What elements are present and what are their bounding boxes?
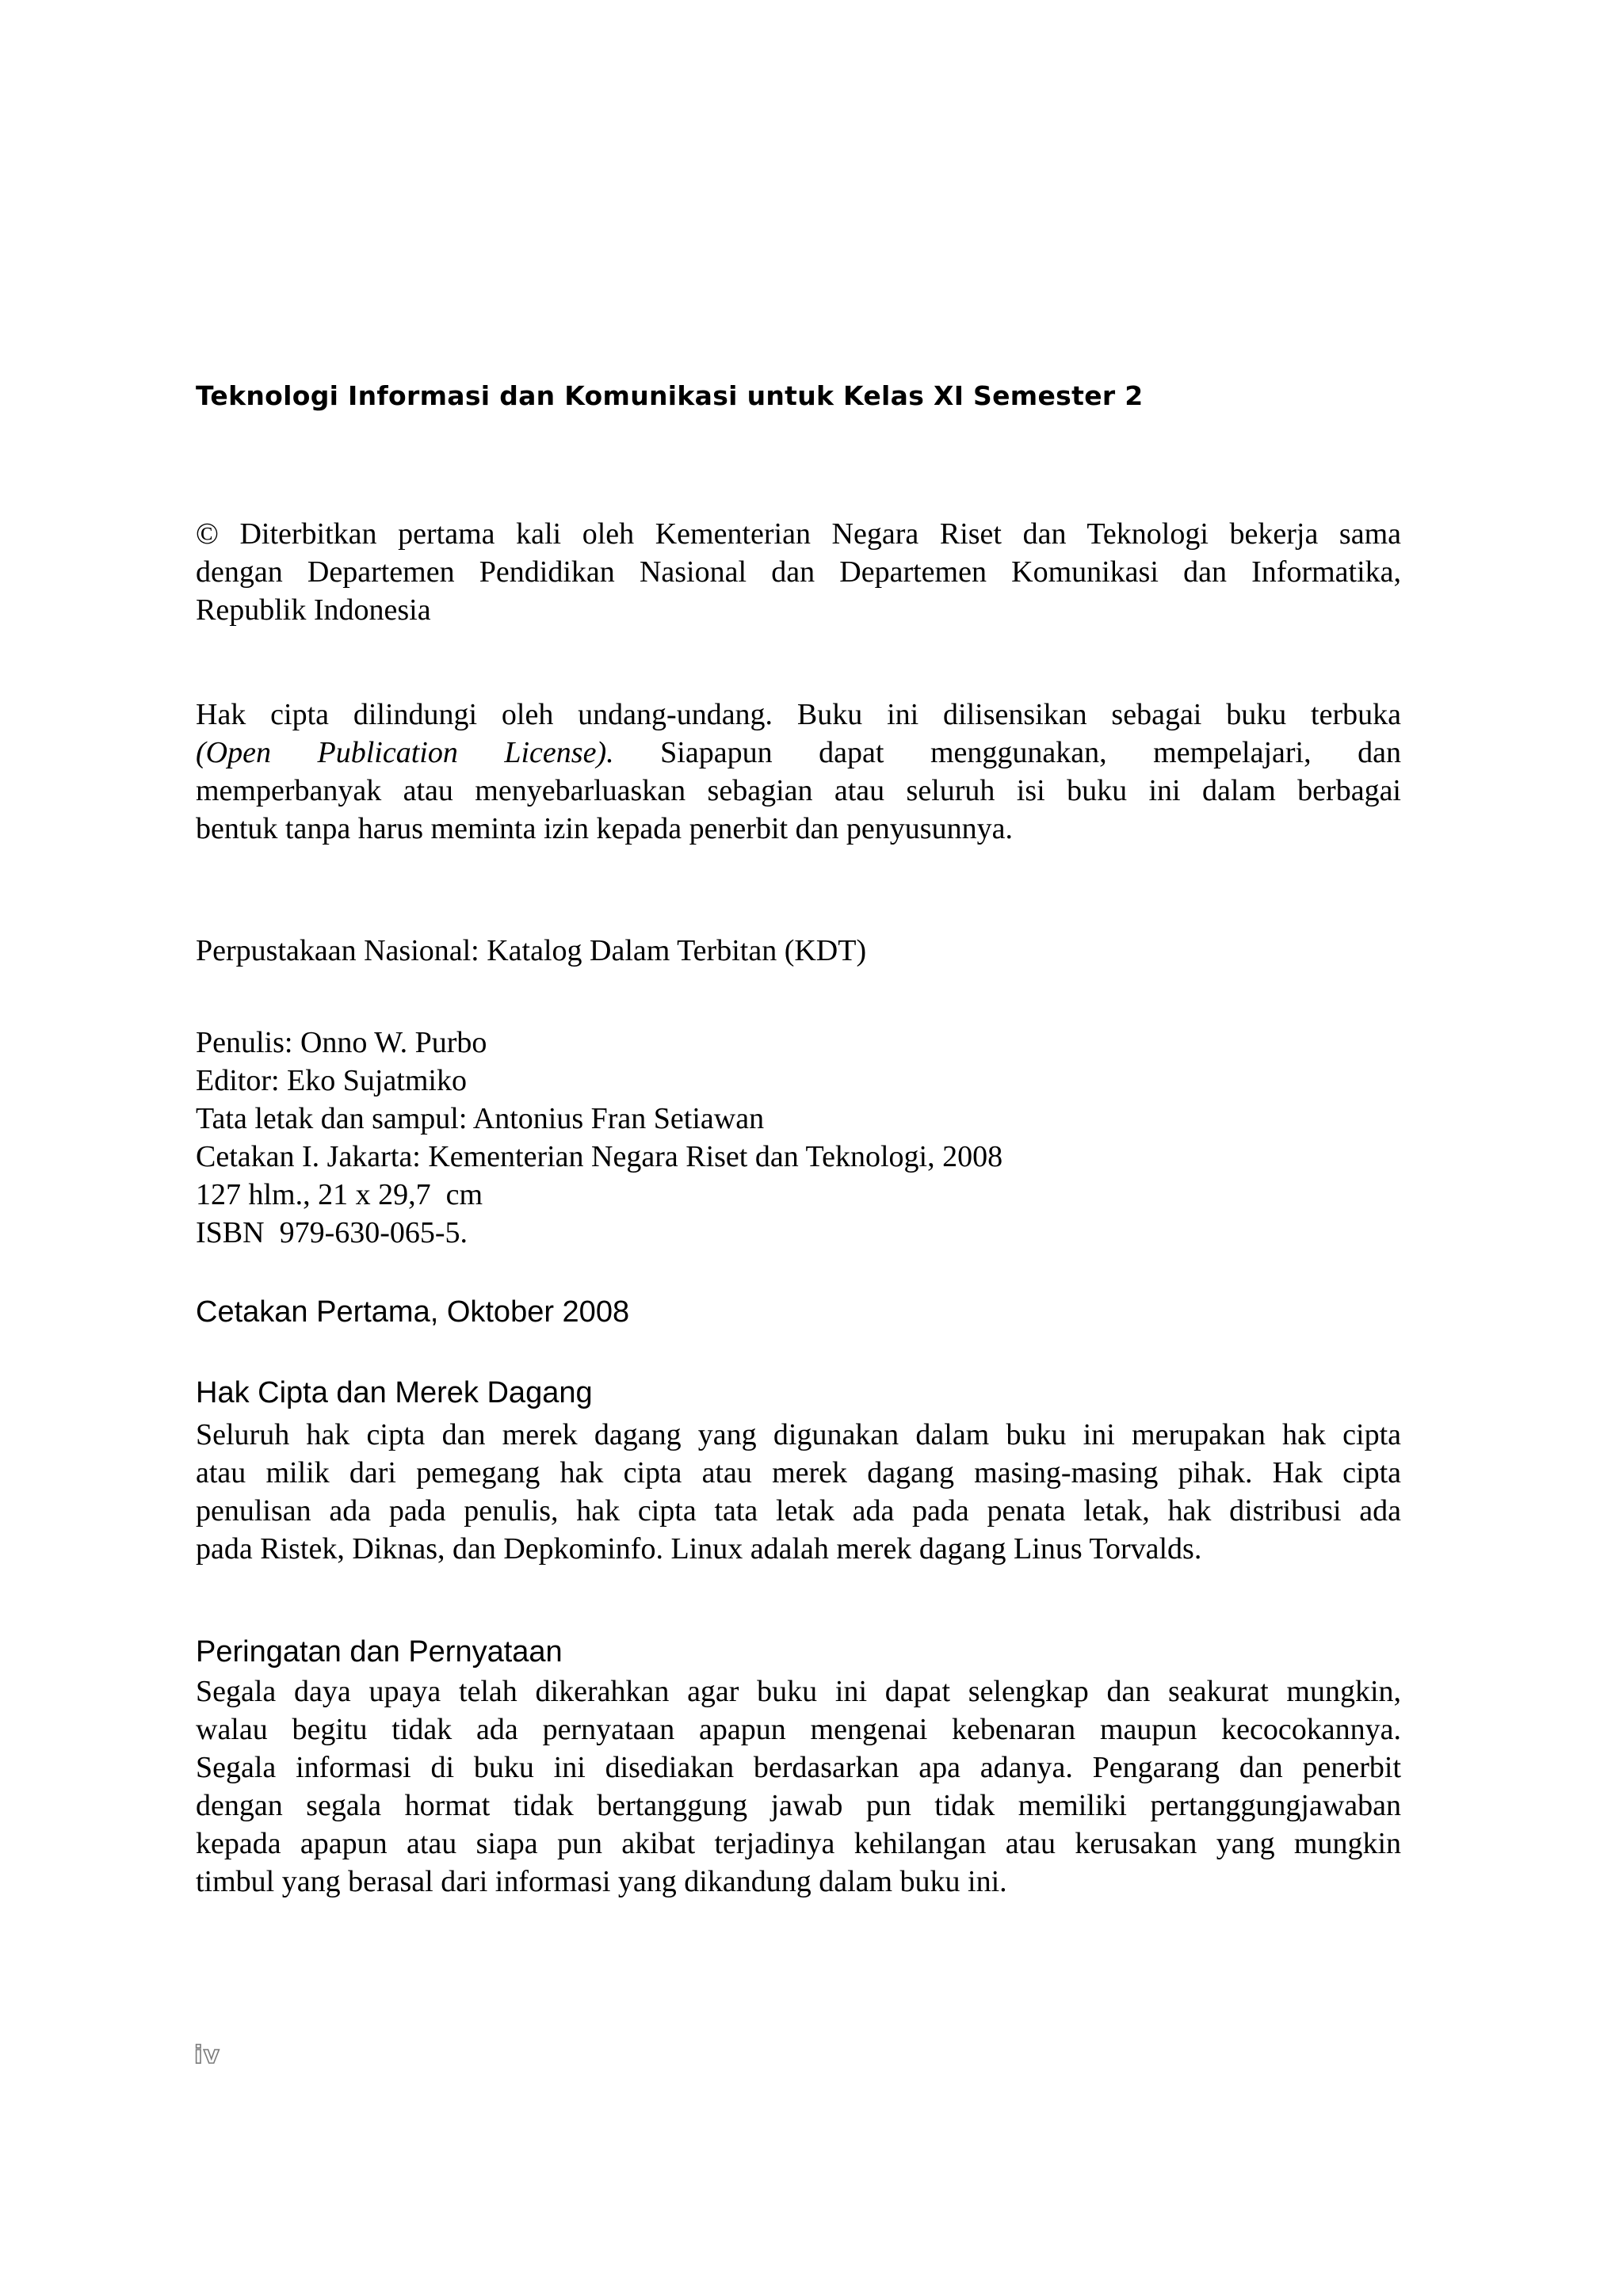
license-line-2-rest: Siapapun dapat menggunakan, mempelajari, dan bbox=[613, 736, 1401, 769]
catalog-entries bbox=[196, 1024, 1401, 1252]
disclaimer-line: timbul yang berasal dari informasi yang dikandung dalam buku ini. bbox=[196, 1865, 1007, 1898]
book-title: Teknologi Informasi dan Komunikasi untuk Kelas XI Semester 2 bbox=[196, 380, 1144, 411]
catalog-entry-layout: Tata letak dan sampul: Antonius Fran Setiawan bbox=[196, 1102, 765, 1135]
disclaimer-line: walau begitu tidak ada pernyataan apapun mengenai kebenaran maupun kecocokannya. bbox=[196, 1713, 1401, 1746]
disclaimer-line: Segala daya upaya telah dikerahkan agar buku ini dapat selengkap dan seakurat mungkin, bbox=[196, 1675, 1401, 1708]
disclaimer-paragraph bbox=[196, 1672, 1401, 1901]
trademark-line: penulisan ada pada penulis, hak cipta tata letak ada pada penata letak, hak distribusi ada bbox=[196, 1494, 1401, 1527]
copyright-line: Republik Indonesia bbox=[196, 593, 431, 627]
disclaimer-line: kepada apapun atau siapa pun akibat terjadinya kehilangan atau kerusakan yang mungkin bbox=[196, 1827, 1401, 1860]
trademark-paragraph bbox=[196, 1416, 1401, 1568]
edition-text: Cetakan Pertama, Oktober 2008 bbox=[196, 1295, 630, 1329]
catalog-entry-pages: 127 hlm., 21 x 29,7 cm bbox=[196, 1178, 483, 1211]
license-line-2 bbox=[196, 734, 1401, 772]
disclaimer-heading: Peringatan dan Pernyataan bbox=[196, 1635, 563, 1669]
license-paragraph bbox=[196, 696, 1401, 848]
license-line: Hak cipta dilindungi oleh undang-undang. Buku ini dilisensikan sebagai buku terbuka bbox=[196, 698, 1401, 731]
catalog-entry-author: Penulis: Onno W. Purbo bbox=[196, 1026, 487, 1059]
copyright-line: © Diterbitkan pertama kali oleh Kementerian Negara Riset dan Teknologi bekerja sama bbox=[196, 517, 1401, 551]
page-number: iv bbox=[194, 2041, 220, 2069]
license-name: (Open Publication License). bbox=[196, 736, 614, 769]
trademark-line: pada Ristek, Diknas, dan Depkominfo. Linux adalah merek dagang Linus Torvalds. bbox=[196, 1532, 1202, 1566]
disclaimer-line: Segala informasi di buku ini disediakan berdasarkan apa adanya. Pengarang dan penerbit bbox=[196, 1751, 1401, 1784]
trademark-heading: Hak Cipta dan Merek Dagang bbox=[196, 1376, 593, 1409]
catalog-entry-print: Cetakan I. Jakarta: Kementerian Negara Riset dan Teknologi, 2008 bbox=[196, 1140, 1003, 1173]
catalog-entry-isbn: ISBN 979-630-065-5. bbox=[196, 1216, 468, 1249]
disclaimer-line: dengan segala hormat tidak bertanggung jawab pun tidak memiliki pertanggungjawaban bbox=[196, 1789, 1401, 1822]
trademark-line: Seluruh hak cipta dan merek dagang yang digunakan dalam buku ini merupakan hak cipta bbox=[196, 1418, 1401, 1451]
license-line: memperbanyak atau menyebarluaskan sebagian atau seluruh isi buku ini dalam berbagai bbox=[196, 774, 1401, 807]
catalog-entry-editor: Editor: Eko Sujatmiko bbox=[196, 1064, 467, 1097]
copyright-line: dengan Departemen Pendidikan Nasional dan Departemen Komunikasi dan Informatika, bbox=[196, 555, 1401, 589]
trademark-line: atau milik dari pemegang hak cipta atau merek dagang masing-masing pihak. Hak cipta bbox=[196, 1456, 1401, 1489]
license-line: bentuk tanpa harus meminta izin kepada penerbit dan penyusunnya. bbox=[196, 812, 1013, 845]
copyright-notice bbox=[196, 515, 1401, 629]
catalog-heading: Perpustakaan Nasional: Katalog Dalam Terbitan (KDT) bbox=[196, 934, 867, 967]
